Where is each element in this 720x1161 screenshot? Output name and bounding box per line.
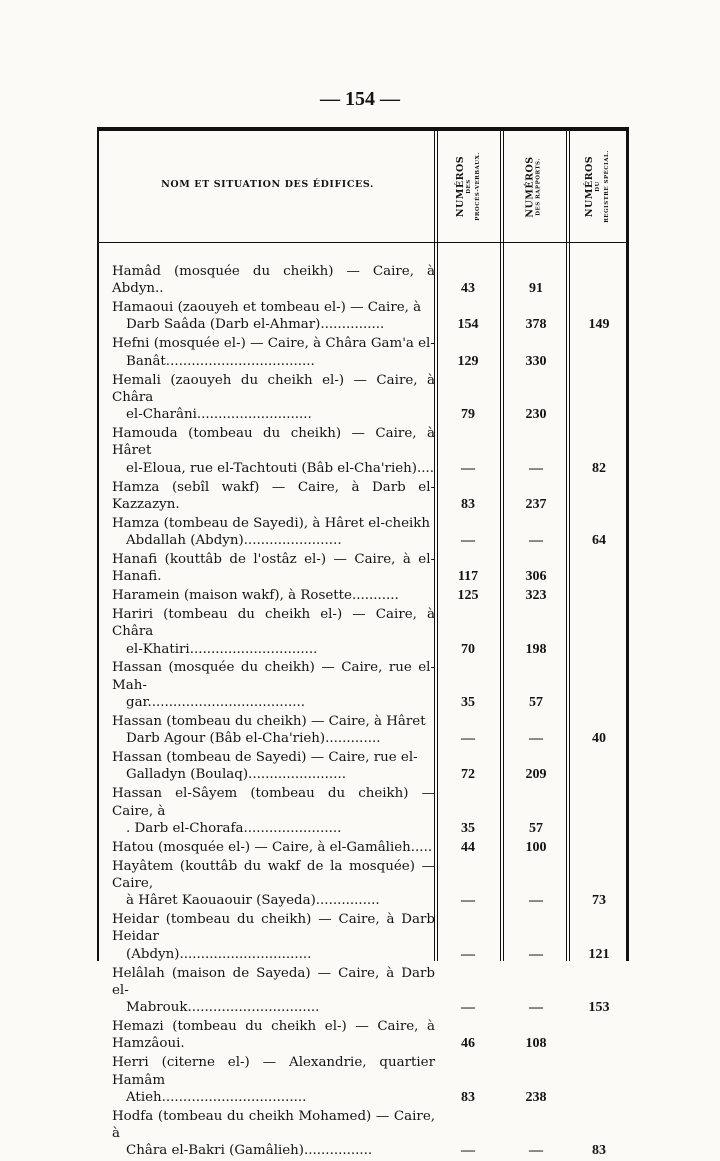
- proces-verbal-number: 46: [461, 1036, 475, 1052]
- header-name-column: NOM ET SITUATION DES ÉDIFICES.: [161, 179, 374, 190]
- header-rapports: [503, 131, 567, 242]
- header-proces-verbaux: [437, 131, 501, 242]
- table-row: [99, 659, 627, 711]
- table-frame: [97, 127, 629, 1159]
- edifice-line-1: Hefni (mosquée el-) — Caire, à Châra Gam'a el-: [112, 336, 435, 352]
- edifice-line-1: Hamza (sebîl wakf) — Caire, à Darb el-Kazzazyn.: [112, 479, 435, 512]
- edifice-entry: [99, 263, 435, 298]
- edifice-line-1: Herri (citerne el-) — Alexandrie, quartier Hamâm: [112, 1055, 435, 1088]
- table-row: [99, 839, 627, 856]
- header-label: DES RAPPORTS.: [535, 157, 542, 216]
- table-row: [99, 858, 627, 910]
- header-label: PROCÈS-VERBAUX.: [474, 152, 481, 221]
- table-row: [99, 299, 627, 334]
- registre-number: 64: [592, 533, 606, 549]
- edifice-line-2: Châra el-Bakri (Gamâlieh)................: [126, 1143, 373, 1159]
- edifice-line-2: el-Khatiri..............................: [126, 641, 318, 657]
- edifice-entry: [99, 1108, 435, 1160]
- proces-verbal-number: —: [461, 893, 475, 909]
- table-row: [99, 515, 627, 550]
- edifice-line-1: Haramein (maison wakf), à Rosette...........: [112, 588, 399, 604]
- table-row: [99, 749, 627, 784]
- rapport-number: 57: [529, 820, 543, 836]
- edifice-entry: [99, 965, 435, 1017]
- edifice-entry: [99, 606, 435, 658]
- table-row: [99, 372, 627, 424]
- header-label: NUMÉROS: [454, 155, 466, 218]
- table-row: [99, 911, 627, 963]
- rapport-number: —: [529, 946, 543, 962]
- edifice-line-1: Hassan (tombeau de Sayedi) — Caire, rue el-: [112, 750, 418, 766]
- header-label: NUMÉROS: [524, 155, 536, 218]
- rapport-number: 198: [525, 641, 547, 657]
- rapport-number: 57: [529, 695, 543, 711]
- proces-verbal-number: —: [461, 460, 475, 476]
- table-row: [99, 713, 627, 748]
- edifice-line-2: el-Charâni...........................: [126, 407, 312, 423]
- rapport-number: 306: [525, 569, 547, 585]
- edifice-line-2: Darb Agour (Bâb el-Cha'rieh).............: [126, 731, 381, 747]
- registre-number: 153: [588, 1000, 610, 1016]
- edifice-line-1: Hariri (tombeau du cheikh el-) — Caire, à Châra: [112, 606, 435, 640]
- rapport-number: —: [529, 460, 543, 476]
- registre-number: 83: [592, 1143, 606, 1159]
- edifice-line-2: Atieh..................................: [126, 1089, 307, 1105]
- edifice-line-1: Hamaoui (zaouyeh et tombeau el-) — Caire, à: [112, 300, 422, 316]
- edifice-entry: [99, 839, 435, 856]
- rapport-number: 230: [525, 407, 547, 423]
- edifice-entry: [99, 425, 435, 477]
- header-registre-special: [569, 131, 627, 242]
- edifice-entry: [99, 372, 435, 424]
- rapport-number: 100: [525, 839, 547, 855]
- proces-verbal-number: 35: [461, 820, 475, 836]
- proces-verbal-number: —: [461, 1000, 475, 1016]
- edifice-entry: [99, 587, 435, 604]
- edifice-line-1: Hanafi (kouttâb de l'ostâz el-) — Caire, à el-Hanafi.: [112, 551, 435, 585]
- page-number: — 154 —: [320, 88, 400, 110]
- edifice-line-1: Hamâd (mosquée du cheikh) — Caire, à Abdyn..: [112, 264, 435, 297]
- edifice-entry: [99, 911, 435, 963]
- rapport-number: 209: [525, 767, 547, 783]
- proces-verbal-number: 117: [457, 569, 479, 585]
- proces-verbal-number: 43: [461, 281, 475, 297]
- proces-verbal-number: 44: [461, 839, 475, 855]
- edifice-entry: [99, 749, 435, 784]
- header-label: REGISTRE SPÉCIAL.: [603, 150, 610, 223]
- rapport-number: —: [529, 1143, 543, 1159]
- table-body: [99, 263, 627, 1161]
- rapport-number: 378: [525, 317, 547, 333]
- edifice-line-2: à Hâret Kaouaouir (Sayeda)...............: [126, 893, 380, 909]
- edifice-line-1: Hemazi (tombeau du cheikh el-) — Caire, à Hamzâoui.: [112, 1019, 435, 1052]
- rapport-number: —: [529, 533, 543, 549]
- edifice-line-2: . Darb el-Chorafa.......................: [126, 820, 342, 836]
- registre-number: 82: [592, 460, 606, 476]
- proces-verbal-number: 83: [461, 496, 475, 512]
- edifice-line-1: Hayâtem (kouttâb du wakf de la mosquée) — Caire,: [112, 858, 435, 891]
- table-row: [99, 1054, 627, 1106]
- rapport-number: —: [529, 731, 543, 747]
- proces-verbal-number: 125: [457, 588, 479, 604]
- edifice-line-2: Banât...................................: [126, 353, 315, 369]
- proces-verbal-number: 79: [461, 407, 475, 423]
- edifice-entry: [99, 551, 435, 586]
- rapport-number: 108: [525, 1036, 547, 1052]
- proces-verbal-number: —: [461, 533, 475, 549]
- edifice-line-2: el-Eloua, rue el-Tachtouti (Bâb el-Cha'rieh)....: [126, 460, 435, 476]
- edifice-line-1: Hamza (tombeau de Sayedi), à Hâret el-cheikh: [112, 515, 431, 531]
- table-row: [99, 606, 627, 658]
- proces-verbal-number: 83: [461, 1089, 475, 1105]
- registre-number: 40: [592, 731, 606, 747]
- edifice-entry: [99, 713, 435, 748]
- edifice-entry: [99, 858, 435, 910]
- proces-verbal-number: 129: [457, 353, 479, 369]
- edifice-line-2: Abdallah (Abdyn).......................: [126, 533, 342, 549]
- edifice-entry: [99, 1018, 435, 1053]
- header-rule: [99, 242, 626, 243]
- edifice-line-2: Mabrouk...............................: [126, 1000, 320, 1016]
- rapport-number: —: [529, 1000, 543, 1016]
- table-row: [99, 1018, 627, 1053]
- edifice-line-2: gar.....................................: [126, 695, 305, 711]
- edifice-line-1: Hassan (tombeau du cheikh) — Caire, à Hâret: [112, 713, 426, 729]
- rapport-number: 238: [525, 1089, 547, 1105]
- rapport-number: 323: [525, 588, 547, 604]
- table-row: [99, 479, 627, 514]
- table-row: [99, 1108, 627, 1160]
- proces-verbal-number: 154: [457, 317, 479, 333]
- edifice-line-1: Hassan (mosquée du cheikh) — Caire, rue el-Mah-: [112, 660, 435, 693]
- header-label: DU: [594, 181, 601, 192]
- edifice-line-2: (Abdyn)...............................: [126, 946, 312, 962]
- rapport-number: —: [529, 893, 543, 909]
- edifice-entry: [99, 335, 435, 370]
- proces-verbal-number: 35: [461, 695, 475, 711]
- table-row: [99, 335, 627, 370]
- edifice-line-1: Hodfa (tombeau du cheikh Mohamed) — Caire, à: [112, 1108, 435, 1142]
- edifice-line-1: Hatou (mosquée el-) — Caire, à el-Gamâlieh.....: [112, 839, 433, 855]
- edifice-line-1: Helâlah (maison de Sayeda) — Caire, à Darb el-: [112, 965, 435, 998]
- table-row: [99, 785, 627, 837]
- edifice-line-1: Hemali (zaouyeh du cheikh el-) — Caire, à Châra: [112, 372, 435, 405]
- header-label: NUMÉROS: [583, 155, 595, 218]
- edifice-line-1: Hamouda (tombeau du cheikh) — Caire, à Hâret: [112, 426, 435, 459]
- edifice-entry: [99, 299, 435, 334]
- proces-verbal-number: —: [461, 731, 475, 747]
- table-row: [99, 965, 627, 1017]
- rapport-number: 91: [529, 281, 543, 297]
- edifice-line-2: Galladyn (Boulaq).......................: [126, 767, 346, 783]
- table-row: [99, 551, 627, 586]
- header-label: DES: [465, 179, 472, 194]
- edifice-line-2: Darb Saâda (Darb el-Ahmar)...............: [126, 317, 385, 333]
- edifice-line-1: Hassan el-Sâyem (tombeau du cheikh) — Caire, à: [112, 786, 435, 819]
- edifice-entry: [99, 1054, 435, 1106]
- table-row: [99, 263, 627, 298]
- proces-verbal-number: —: [461, 946, 475, 962]
- registre-number: 73: [592, 893, 606, 909]
- proces-verbal-number: 70: [461, 641, 475, 657]
- edifice-line-1: Heidar (tombeau du cheikh) — Caire, à Darb Heidar: [112, 912, 435, 945]
- table-row: [99, 425, 627, 477]
- proces-verbal-number: —: [461, 1143, 475, 1159]
- rapport-number: 330: [525, 353, 547, 369]
- registre-number: 121: [588, 946, 610, 962]
- edifice-entry: [99, 479, 435, 514]
- rapport-number: 237: [525, 496, 547, 512]
- registre-number: 149: [588, 317, 610, 333]
- edifice-entry: [99, 515, 435, 550]
- table-row: [99, 587, 627, 604]
- edifice-entry: [99, 785, 435, 837]
- edifice-entry: [99, 659, 435, 711]
- proces-verbal-number: 72: [461, 767, 475, 783]
